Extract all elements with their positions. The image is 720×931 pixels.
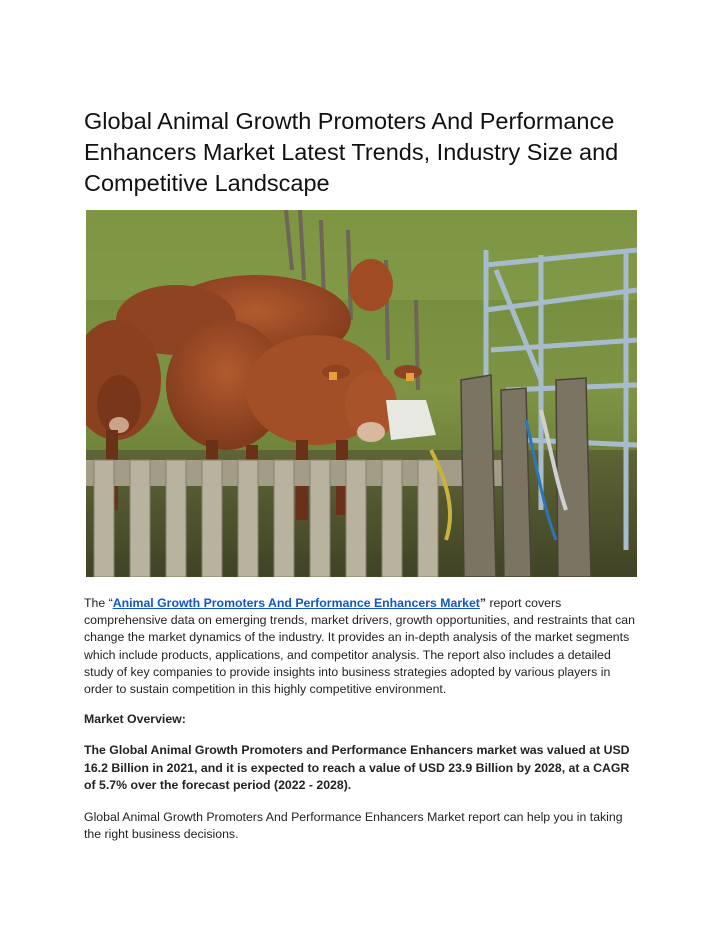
overview-text: The Global Animal Growth Promoters and Performance Enhancers market was valued at USD 16.2 Billion in 2021, and it is expected to reach a value of USD 23.9 Billion by 2028, at a CAGR of 5.7% over the forecast period (2022 - 2028). bbox=[84, 743, 630, 792]
intro-rest: report covers comprehensive data on emerging trends, market drivers, growth opportunities, and restraints that can change the market dynamics of the industry. It provides an in-depth analysis of the market segments which include products, applications, and competitor analysis. The report also includes a detailed study of key companies to provide insights into business strategies adopted by various players in order to sustain competition in this highly competitive environment. bbox=[84, 596, 635, 697]
intro-close-quote: ” bbox=[479, 596, 487, 610]
cattle-photo-icon bbox=[86, 210, 637, 577]
intro-paragraph bbox=[84, 595, 640, 698]
cattle-photo bbox=[86, 210, 637, 577]
intro-prefix: The “ bbox=[84, 596, 113, 610]
market-report-link[interactable]: Animal Growth Promoters And Performance Enhancers Market bbox=[112, 596, 480, 610]
overview-heading: Market Overview: bbox=[84, 712, 186, 726]
page-title: Global Animal Growth Promoters And Performance Enhancers Market Latest Trends, Industry Size and Competitive Landscape bbox=[84, 108, 619, 196]
closing-paragraph: Global Animal Growth Promoters And Performance Enhancers Market report can help you in taking the right business decisions. bbox=[84, 810, 623, 842]
